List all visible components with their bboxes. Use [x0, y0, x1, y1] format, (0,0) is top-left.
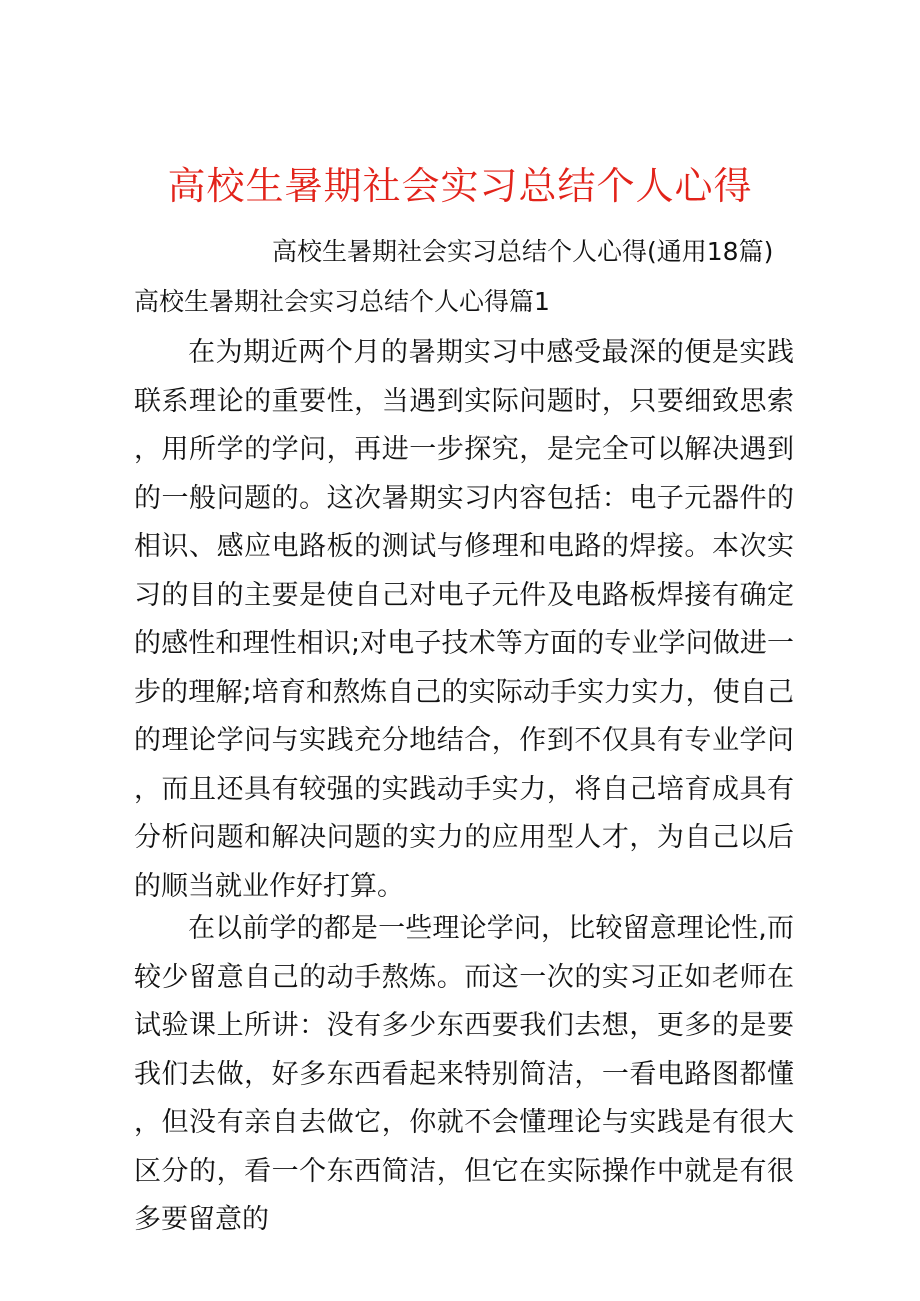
document-subtitle: 高校生暑期社会实习总结个人心得(通用18篇): [272, 237, 774, 266]
section-heading: 高校生暑期社会实习总结个人心得篇1: [134, 287, 550, 316]
body-paragraph-2: 在以前学的都是一些理论学问，比较留意理论性,而较少留意自己的动手熬炼。而这一次的实习正如老师在试验课上所讲：没有多少东西要我们去想，更多的是要我们去做，好多东西看起来特别简洁，一看电路图都懂，但没有亲自去做它，你就不会懂理论与实践是有很大区分的，看一个东西简洁，但它在实际操作中就是有很多要留意的: [134, 913, 794, 1235]
document-title: 高校生暑期社会实习总结个人心得: [167, 164, 753, 208]
body-paragraph-1: 在为期近两个月的暑期实习中感受最深的便是实践联系理论的重要性，当遇到实际问题时，只要细致思索，用所学的学问，再进一步探究，是完全可以解决遇到的一般问题的。这次暑期实习内容包括：电子元器件的相识、感应电路板的测试与修理和电路的焊接。本次实习的目的主要是使自己对电子元件及电路板焊接有确定的感性和理性相识;对电子技术等方面的专业学问做进一步的理解;培育和熬炼自己的实际动手实力实力，使自己的理论学问与实践充分地结合，作到不仅具有专业学问，而且还具有较强的实践动手实力，将自己培育成具有分析问题和解决问题的实力的应用型人才，为自己以后的顺当就业作好打算。: [134, 337, 794, 902]
